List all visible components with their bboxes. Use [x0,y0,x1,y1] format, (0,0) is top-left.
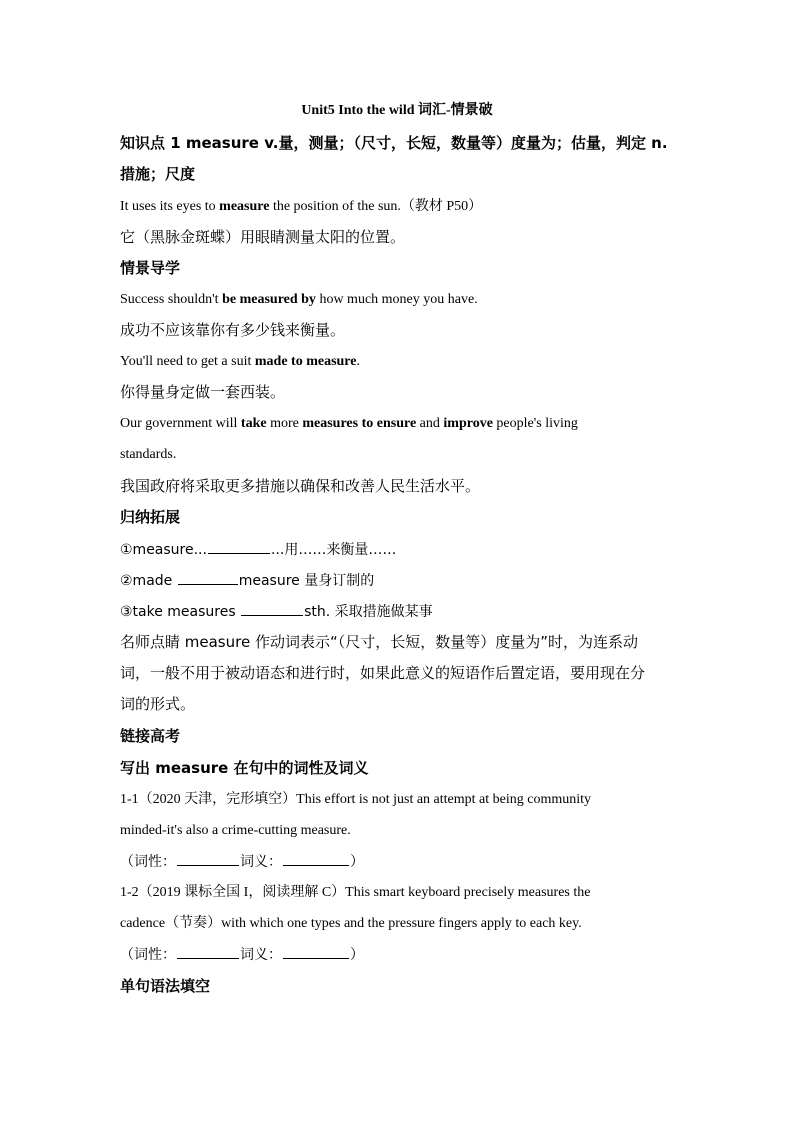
section-heading-grammar: 单句语法填空 [120,977,211,995]
section-heading-guide: 情景导学 [120,259,181,277]
section-heading-gaokao: 链接高考 [120,727,181,745]
teacher-tip-line1: 名师点睛 measure 作动词表示“（尺寸，长短，数量等）度量为”时，为连系动 [120,633,639,651]
page-title: Unit5 Into the wild 词汇-情景破 [301,103,493,118]
summary-item-2: ②made measure 量身订制的 [120,573,375,589]
summary-item-3: ③take measures sth. 采取措施做某事 [120,604,433,620]
example-sentence-2: You'll need to get a suit made to measure. [120,354,360,369]
teacher-tip-line2: 词，一般不用于被动语态和进行时，如果此意义的短语作后置定语，要用现在分 [120,664,646,682]
question-1-2-line1: 1-2（2019 课标全国 I，阅读理解 C）This smart keyboard precisely measures the [120,885,591,900]
fill-blank[interactable] [241,602,303,616]
gaokao-instruction: 写出 measure 在句中的词性及词义 [120,759,369,777]
knowledge-point-heading-line2: 措施；尺度 [120,165,196,183]
textbook-example-translation: 它（黑脉金斑蝶）用眼睛测量太阳的位置。 [120,228,406,246]
knowledge-point-heading-line1: 知识点 1 measure v.量，测量；（尺寸，长短，数量等）度量为；估量，判定 n. [120,134,668,152]
example-translation-1: 成功不应该靠你有多少钱来衡量。 [120,321,346,339]
part-of-speech-blank[interactable] [177,945,239,959]
question-1-2-line2: cadence（节奏）with which one types and the pressure fingers apply to each key. [120,916,582,931]
example-sentence-3-cont: standards. [120,447,177,462]
example-translation-3: 我国政府将采取更多措施以确保和改善人民生活水平。 [120,477,481,495]
textbook-example-sentence: It uses its eyes to measure the position of the sun.（教材 P50） [120,199,483,214]
question-1-2-answer: （词性： 词义： ） [120,947,364,963]
summary-item-1: ①measure... ...用……来衡量…… [120,542,397,558]
part-of-speech-blank[interactable] [177,852,239,866]
teacher-tip-line3: 词的形式。 [120,695,196,713]
fill-blank[interactable] [178,571,238,585]
example-translation-2: 你得量身定做一套西装。 [120,383,286,401]
question-1-1-answer: （词性： 词义： ） [120,854,364,870]
fill-blank[interactable] [208,540,270,554]
example-sentence-3: Our government will take more measures to ensure and improve people's living [120,416,578,431]
meaning-blank[interactable] [283,852,349,866]
question-1-1-line1: 1-1（2020 天津，完形填空）This effort is not just an attempt at being community [120,792,592,807]
question-1-1-line2: minded-it's also a crime-cutting measure. [120,823,351,838]
meaning-blank[interactable] [283,945,349,959]
section-heading-summary: 归纳拓展 [120,508,181,526]
example-sentence-1: Success shouldn't be measured by how much money you have. [120,292,478,307]
